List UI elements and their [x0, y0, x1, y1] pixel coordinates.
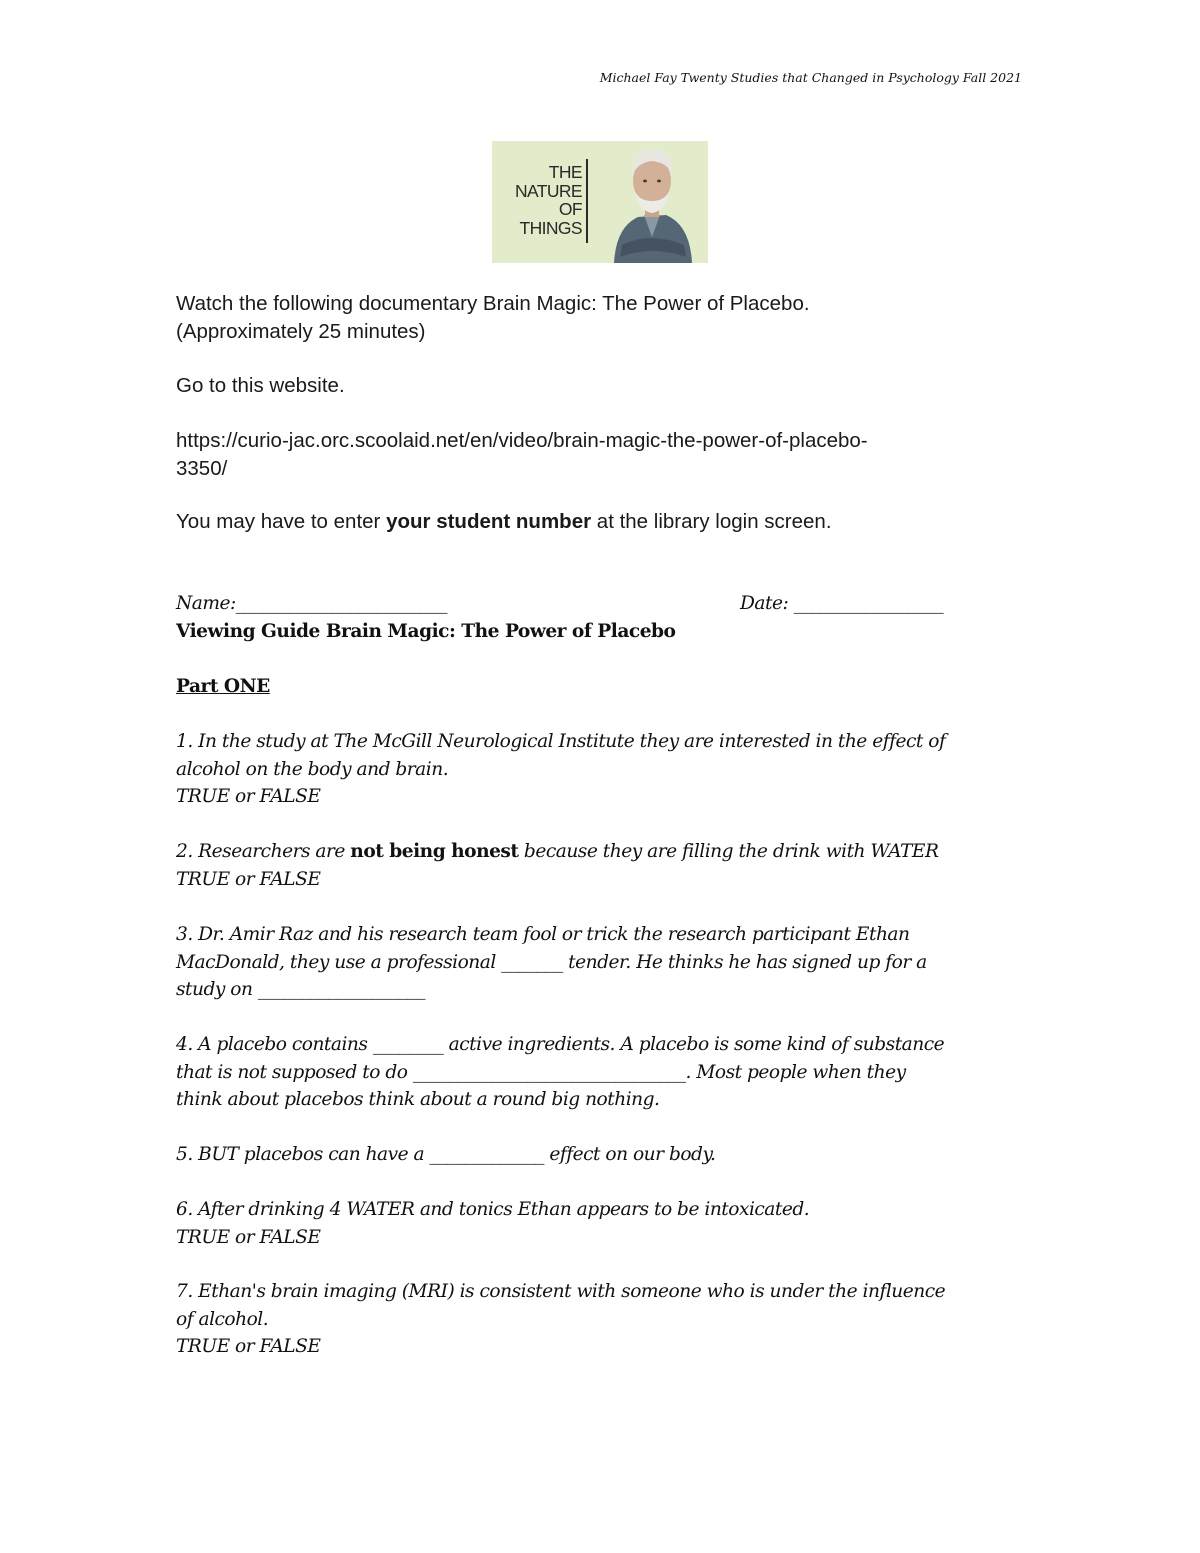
logo-line: THE: [548, 162, 582, 182]
true-false-choice: TRUE or FALSE: [176, 786, 321, 807]
true-false-choice: TRUE or FALSE: [176, 1226, 321, 1248]
date-field: Date: _________________: [740, 593, 944, 614]
question-4: [176, 1031, 944, 1114]
page-header: Michael Fay Twenty Studies that Changed in Psychology Fall 2021: [599, 70, 1022, 85]
video-url[interactable]: [176, 427, 868, 483]
question-line: 1. In the study at The McGill Neurological Institute they are interested in the effect of: [176, 731, 946, 752]
question-line: 3. Dr. Amir Raz and his research team fool or trick the research participant Ethan: [176, 924, 910, 945]
question-3: [176, 921, 927, 1004]
part-heading: Part ONE: [176, 676, 270, 697]
goto-instruction: Go to this website.: [176, 374, 345, 397]
student-text: at the library login screen.: [591, 510, 832, 533]
watch-instruction: [176, 290, 810, 346]
nature-of-things-logo: [492, 141, 708, 263]
question-line: 4. A placebo contains ________ active ingredients. A placebo is some kind of substance: [176, 1034, 945, 1055]
question-line: 7. Ethan's brain imaging (MRI) is consistent with someone who is under the influence: [176, 1281, 946, 1302]
true-false-choice: TRUE or FALSE: [176, 868, 321, 890]
question-line: think about placebos think about a round big nothing.: [176, 1089, 660, 1110]
question-line: that is not supposed to do _______________________________. Most people when they: [176, 1061, 906, 1083]
question-2: [176, 838, 939, 893]
logo-divider: [586, 159, 588, 243]
question-1: [176, 728, 945, 811]
question-line: alcohol on the body and brain.: [176, 758, 449, 780]
name-field: Name:________________________: [176, 593, 447, 614]
question-line: [176, 838, 939, 866]
question-text: because they are filling the drink with WATER: [518, 841, 939, 862]
student-number-instruction: [176, 508, 832, 536]
student-number-emphasis: your student number: [386, 510, 592, 533]
question-line: study on ___________________: [176, 979, 426, 1000]
url-line: 3350/: [176, 457, 228, 480]
logo-line: OF: [558, 199, 582, 219]
guide-title: Viewing Guide Brain Magic: The Power of Placebo: [176, 621, 676, 642]
host-portrait-image: [592, 141, 708, 263]
watch-line: Watch the following documentary Brain Magic: The Power of Placebo.: [176, 292, 810, 315]
question-7: [176, 1278, 945, 1361]
student-text: You may have to enter: [176, 510, 387, 533]
question-5: 5. BUT placebos can have a _____________ effect on our body.: [176, 1144, 716, 1165]
logo-wordmark: [515, 163, 582, 237]
question-6: [176, 1196, 809, 1251]
question-text: 2. Researchers are: [176, 841, 351, 862]
question-emphasis: not being honest: [350, 841, 519, 862]
true-false-choice: TRUE or FALSE: [176, 1336, 321, 1357]
question-line: of alcohol.: [176, 1308, 269, 1330]
logo-line: NATURE: [514, 180, 582, 201]
watch-duration: (Approximately 25 minutes): [176, 320, 426, 343]
question-line: 6. After drinking 4 WATER and tonics Ethan appears to be intoxicated.: [176, 1199, 810, 1220]
logo-line: THINGS: [519, 217, 582, 238]
question-line: MacDonald, they use a professional _______ tender. He thinks he has signed up for a: [176, 951, 927, 973]
url-line: https://curio-jac.orc.scoolaid.net/en/video/brain-magic-the-power-of-placebo-: [176, 429, 868, 452]
